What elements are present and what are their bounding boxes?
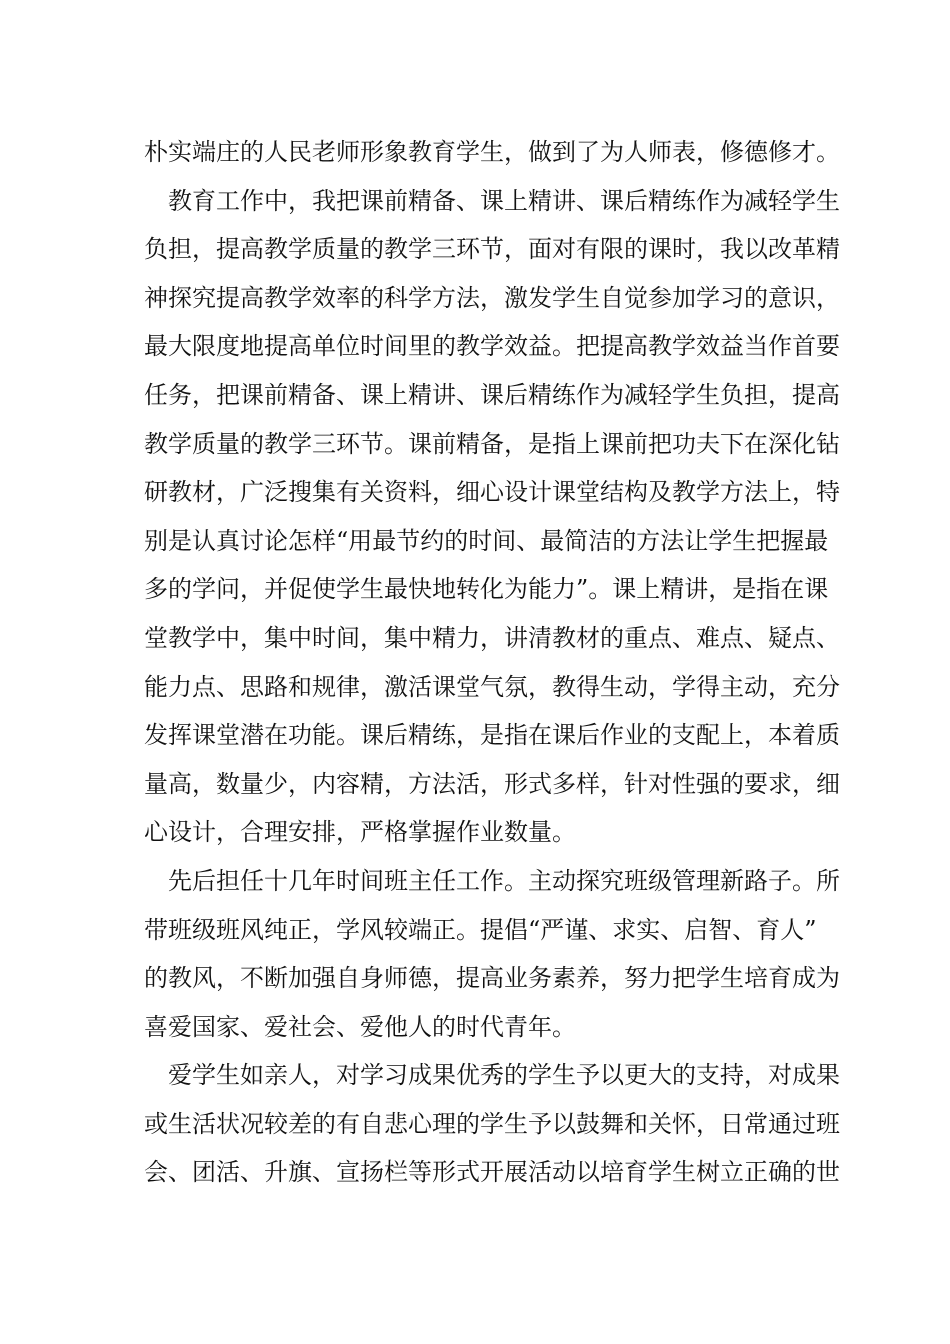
text-line: 或生活状况较差的有自悲心理的学生予以鼓舞和关怀，日常通过班 (144, 1109, 840, 1138)
text-line: 心设计，合理安排，严格掌握作业数量。 (144, 818, 576, 847)
text-line: 喜爱国家、爱社会、爱他人的时代青年。 (144, 1012, 576, 1041)
paragraph-2 (144, 177, 840, 857)
text-line: 神探究提高教学效率的科学方法，激发学生自觉参加学习的意识， (144, 283, 840, 312)
document-body (144, 128, 840, 1197)
paragraph-4 (144, 1051, 840, 1197)
text-line: 任务，把课前精备、课上精讲、课后精练作为减轻学生负担，提高 (144, 380, 840, 409)
text-line: 先后担任十几年时间班主任工作。主动探究班级管理新路子。所 (168, 866, 840, 895)
text-line: 爱学生如亲人，对学习成果优秀的学生予以更大的支持，对成果 (168, 1061, 840, 1090)
paragraph-3 (144, 857, 840, 1051)
text-line: 负担，提高教学质量的教学三环节，面对有限的课时，我以改革精 (144, 235, 840, 264)
text-line: 量高，数量少，内容精，方法活，形式多样，针对性强的要求，细 (144, 769, 840, 798)
paragraph-1 (144, 128, 840, 177)
text-line: 带班级班风纯正，学风较端正。提倡“严谨、求实、启智、育人” (144, 915, 817, 944)
text-line: 教学质量的教学三环节。课前精备，是指上课前把功夫下在深化钻 (144, 429, 840, 458)
text-line: 会、团活、升旗、宣扬栏等形式开展活动以培育学生树立正确的世 (144, 1158, 840, 1187)
text-line: 教育工作中，我把课前精备、课上精讲、课后精练作为减轻学生 (168, 186, 840, 215)
text-line: 研教材，广泛搜集有关资料，细心设计课堂结构及教学方法上，特 (144, 478, 840, 507)
text-line: 多的学问，并促使学生最快地转化为能力”。课上精讲，是指在课 (144, 575, 829, 604)
text-line: 发挥课堂潜在功能。课后精练，是指在课后作业的支配上，本着质 (144, 721, 840, 750)
text-line: 能力点、思路和规律，激活课堂气氛，教得生动，学得主动，充分 (144, 672, 840, 701)
text-line: 别是认真讨论怎样“用最节约的时间、最简洁的方法让学生把握最 (144, 526, 829, 555)
text-line: 的教风，不断加强自身师德，提高业务素养，努力把学生培育成为 (144, 964, 840, 993)
text-line: 最大限度地提高单位时间里的教学效益。把提高教学效益当作首要 (144, 332, 840, 361)
text-line: 朴实端庄的人民老师形象教育学生，做到了为人师表，修德修才。 (144, 138, 840, 166)
text-line: 堂教学中，集中时间，集中精力，讲清教材的重点、难点、疑点、 (144, 623, 840, 652)
